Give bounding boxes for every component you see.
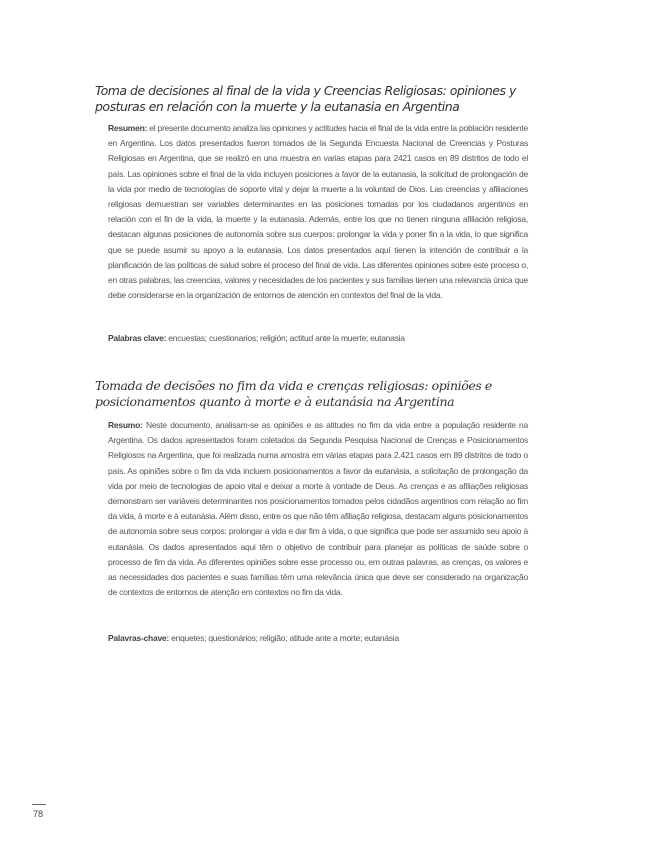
title-spanish: Toma de decisiones al final de la vida y Creencias Religiosas: opiniones y posturas en relación con la muerte y la eutanasia en Argentina <box>95 83 516 114</box>
keywords-portuguese <box>108 631 528 646</box>
abstract-spanish <box>108 121 528 303</box>
keywords-spanish <box>108 331 528 346</box>
abstract-text-portuguese: Neste documento, analisam-se as opiniões e as atitudes no fim da vida entre a população residente na Argentina. Os dados apresentados foram coletados da Segunda Pesquisa Nacional de Crenças e Posicionamentos Religiosos na Argentina, que foi realizada numa amostra em várias etapas para 2.421 casos em 89 distritos de todo o país. As opiniões sobre o fim da vida incluem posicionamentos a favor da eutanásia, a solicitação de prolongação da vida por meio de tecnologias de apoio vital e deixar a morte à vontade de Deus. As crenças e as afiliações religiosas demonstram ser variáveis determinantes nos posicionamentos tomados pelos cidadãos argentinos com relação ao fim da vida, à morte e à eutanásia. Além disso, entre os que não têm afiliação religiosa, destacam alguns posicionamentos de autonomia sobre seus corpos: prolongar a vida e dar fim à vida, o que significa que pode ser assumido seu apoio à eutanásia. Os dados apresentados aqui têm o objetivo de contribuir para planejar as políticas de saúde sobre o processo de fim da vida. As diferentes opiniões sobre esse processo ou, em outras palavras, as crenças, os valores e as necessidades dos pacientes e suas famílias têm uma relevância única que deve ser considerado na organização de contextos de entornos de atenção em contextos no fim da vida. <box>108 420 528 598</box>
abstract-portuguese <box>108 418 528 600</box>
keywords-label-portuguese: Palavras-chave: <box>108 633 169 643</box>
footer-rule <box>32 804 46 805</box>
title-portuguese: Tomada de decisões no fim da vida e crenças religiosas: opiniões e posicionamentos quanto à morte e à eutanásia na Argentina <box>95 378 492 409</box>
abstract-label-spanish: Resumen: <box>108 123 148 133</box>
keywords-text-spanish: encuestas; cuestionarios; religión; actitud ante la muerte; eutanasia <box>168 333 405 343</box>
keywords-text-portuguese: enquetes; questionários; religião; atitude ante a morte; eutanásia <box>171 633 399 643</box>
abstract-text-spanish: el presente documento analiza las opiniones y actitudes hacia el final de la vida entre la población residente en Argentina. Los datos presentados fueron tomados de la Segunda Encuesta Nacional de Creencias y Posturas Religiosas en Argentina, que se realizó en una muestra en varias etapas para 2421 casos en 89 distritos de todo el país. Las opiniones sobre el final de la vida incluyen posiciones a favor de la eutanasia, la solicitud de prolongación de la vida por medio de tecnologías de soporte vital y dejar la muerte a la voluntad de Dios. Las creencias y afiliaciones religiosas demuestran ser variables determinantes en las posiciones tomadas por los ciudadanos argentinos en relación con el fin de la vida, la muerte y la eutanasia. Además, entre los que no tienen ninguna afiliación religiosa, destacan algunas posiciones de autonomía sobre sus cuerpos: prolongar la vida y poner fin a la vida, lo que significa que se puede asumir su apoyo a la eutanasia. Los datos presentados aquí tienen la intención de contribuir a la planificación de las políticas de salud sobre el proceso del final de vida. Las diferentes opiniones sobre este proceso o, en otras palabras, las creencias, valores y necesidades de los pacientes y sus familias tienen una relevancia única que debe considerarse en la organización de entornos de atención en contextos del final de la vida. <box>108 123 528 301</box>
page-number: 78 <box>33 809 44 819</box>
keywords-label-spanish: Palabras clave: <box>108 333 167 343</box>
abstract-label-portuguese: Resumo: <box>108 420 143 430</box>
